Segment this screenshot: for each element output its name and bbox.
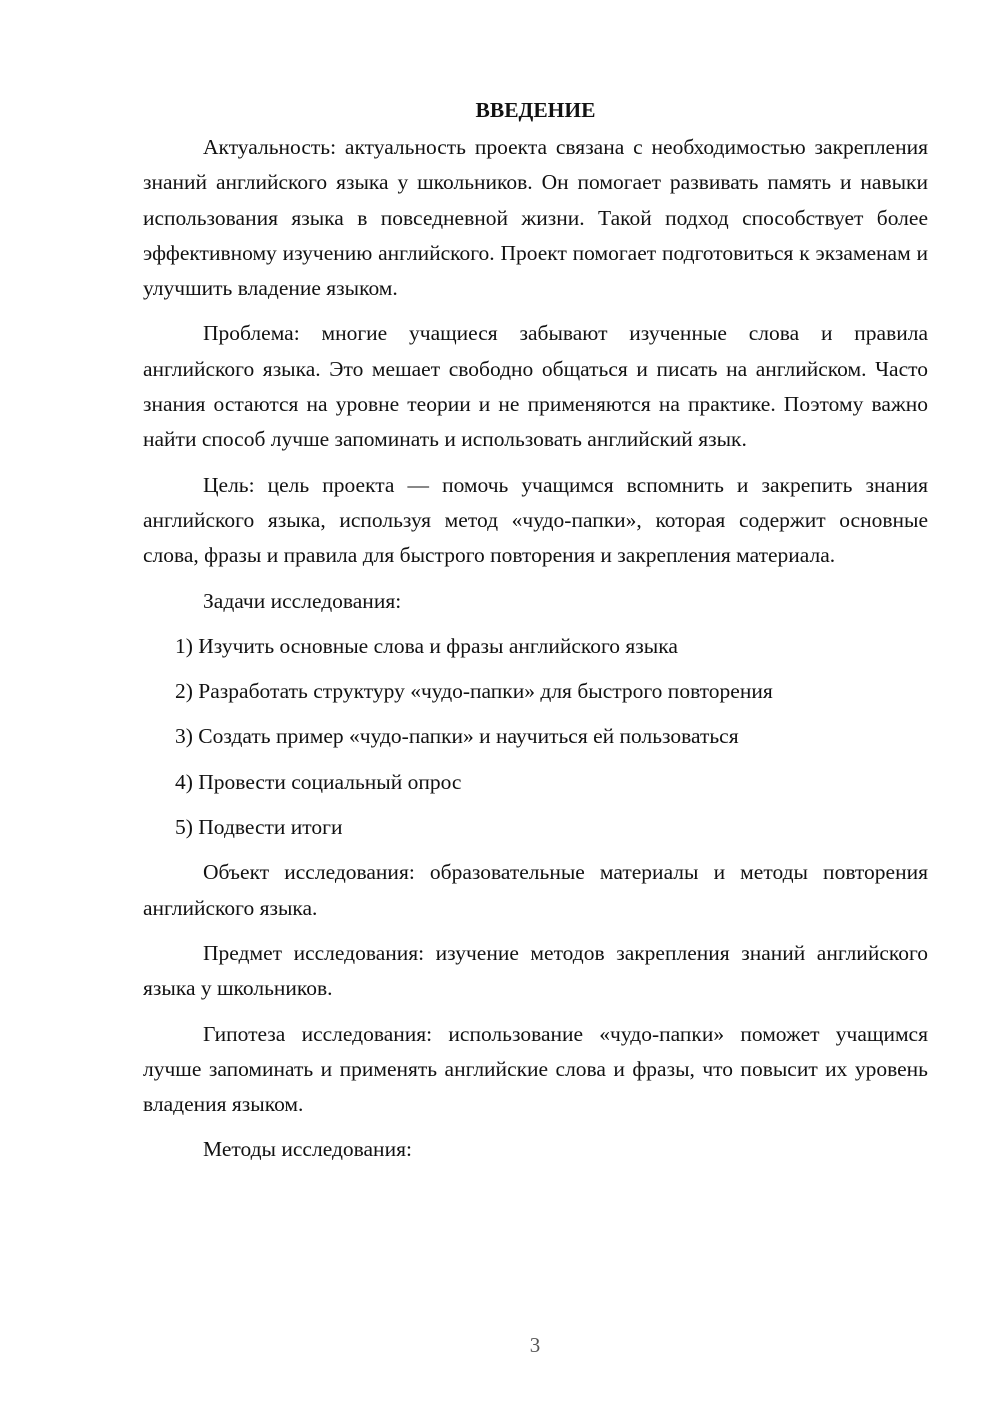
tasks-heading: Задачи исследования: — [203, 588, 402, 613]
page-number: 3 — [529, 1333, 541, 1357]
relevance-paragraph: Актуальность: актуальность проекта связана с необходимостью закрепления знаний английского языка у школьников. Он помогает развивать память и навыки использования языка в повседневной жизни. Такой подход способствует более эффективному изучению английского. Проект помогает подготовиться к экзаменам и улучшить владение языком. — [143, 135, 928, 301]
goal-paragraph: Цель: цель проекта — помочь учащимся вспомнить и закрепить знания английского языка, используя метод «чудо-папки», которая содержит основные слова, фразы и правила для быстрого повторения и закрепления материала. — [143, 472, 928, 568]
task-item-5: 5) Подвести итоги — [175, 815, 343, 840]
page-title: ВВЕДЕНИЕ — [475, 98, 596, 122]
subject-paragraph: Предмет исследования: изучение методов закрепления знаний английского языка у школьников. — [143, 940, 928, 1001]
task-item-1: 1) Изучить основные слова и фразы английского языка — [175, 633, 678, 658]
object-paragraph: Объект исследования: образовательные материалы и методы повторения английского языка. — [143, 860, 928, 920]
task-item-3: 3) Создать пример «чудо-папки» и научиться ей пользоваться — [175, 724, 739, 749]
problem-paragraph: Проблема: многие учащиеся забывают изученные слова и правила английского языка. Это мешает свободно общаться и писать на английском. Часто знания остаются на уровне теории и не применяются на практике. Поэтому важно найти способ лучше запоминать и использовать английский язык. — [143, 321, 928, 452]
task-item-2: 2) Разработать структуру «чудо-папки» для быстрого повторения — [175, 679, 773, 704]
page-content — [143, 95, 928, 1178]
hypothesis-paragraph: Гипотеза исследования: использование «чудо-папки» поможет учащимся лучше запоминать и применять английские слова и фразы, что повысит их уровень владения языком. — [143, 1021, 928, 1117]
methods-heading: Методы исследования: — [203, 1137, 412, 1162]
tasks-list — [143, 629, 928, 845]
task-item-4: 4) Провести социальный опрос — [175, 769, 462, 794]
